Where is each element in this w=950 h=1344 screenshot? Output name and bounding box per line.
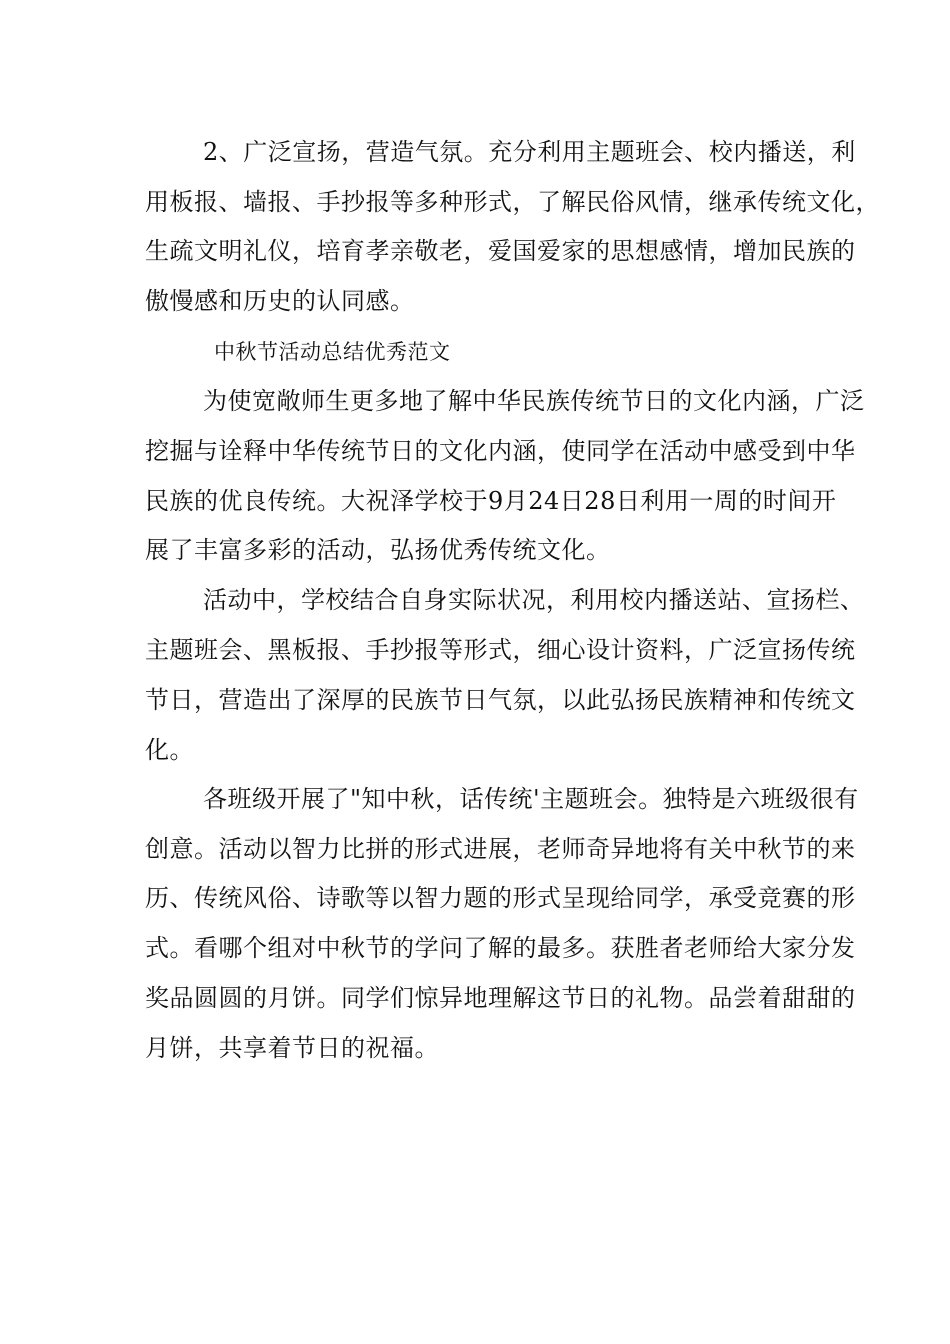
para4-line-5: 奖品圆圆的月饼。同学们惊异地理解这节日的礼物。品尝着甜甜的 [145, 984, 856, 1012]
para3-line-1: 活动中，学校结合自身实际状况，利用校内播送站、宣扬栏、 [203, 586, 865, 614]
para1-line-4: 傲慢感和历史的认同感。 [145, 287, 415, 315]
para2-line-4: 展了丰富多彩的活动，弘扬优秀传统文化。 [145, 536, 611, 564]
para3-line-4: 化。 [145, 736, 194, 764]
para4-line-6: 月饼，共享着节日的祝福。 [145, 1034, 439, 1062]
para2-line-3: 民族的优良传统。大祝泽学校于9月24日28日利用一周的时间开 [145, 487, 837, 515]
para2-line-2: 挖掘与诠释中华传统节日的文化内涵，使同学在活动中感受到中华 [145, 437, 856, 465]
para1-line-3: 生疏文明礼仪，培育孝亲敬老，爱国爱家的思想感情，增加民族的 [145, 237, 856, 265]
para4-line-4: 式。看哪个组对中秋节的学问了解的最多。获胜者老师给大家分发 [145, 934, 856, 962]
para3-line-2: 主题班会、黑板报、手抄报等形式，细心设计资料，广泛宣扬传统 [145, 636, 856, 664]
para2-line-1: 为使宽敞师生更多地了解中华民族传统节日的文化内涵，广泛 [203, 387, 865, 415]
para1-line-2: 用板报、墙报、手抄报等多种形式，了解民俗风情，继承传统文化， [145, 188, 880, 216]
para3-line-3: 节日，营造出了深厚的民族节日气氛，以此弘扬民族精神和传统文 [145, 686, 856, 714]
section-heading: 中秋节活动总结优秀范文 [214, 340, 451, 364]
para4-line-2: 创意。活动以智力比拼的形式进展，老师奇异地将有关中秋节的来 [145, 835, 856, 863]
para4-line-3: 历、传统风俗、诗歌等以智力题的形式呈现给同学，承受竞赛的形 [145, 884, 856, 912]
para4-line-1: 各班级开展了"知中秋，话传统'主题班会。独特是六班级很有 [203, 785, 859, 813]
para1-line-1: 2、广泛宣扬，营造气氛。充分利用主题班会、校内播送，利 [203, 138, 856, 166]
